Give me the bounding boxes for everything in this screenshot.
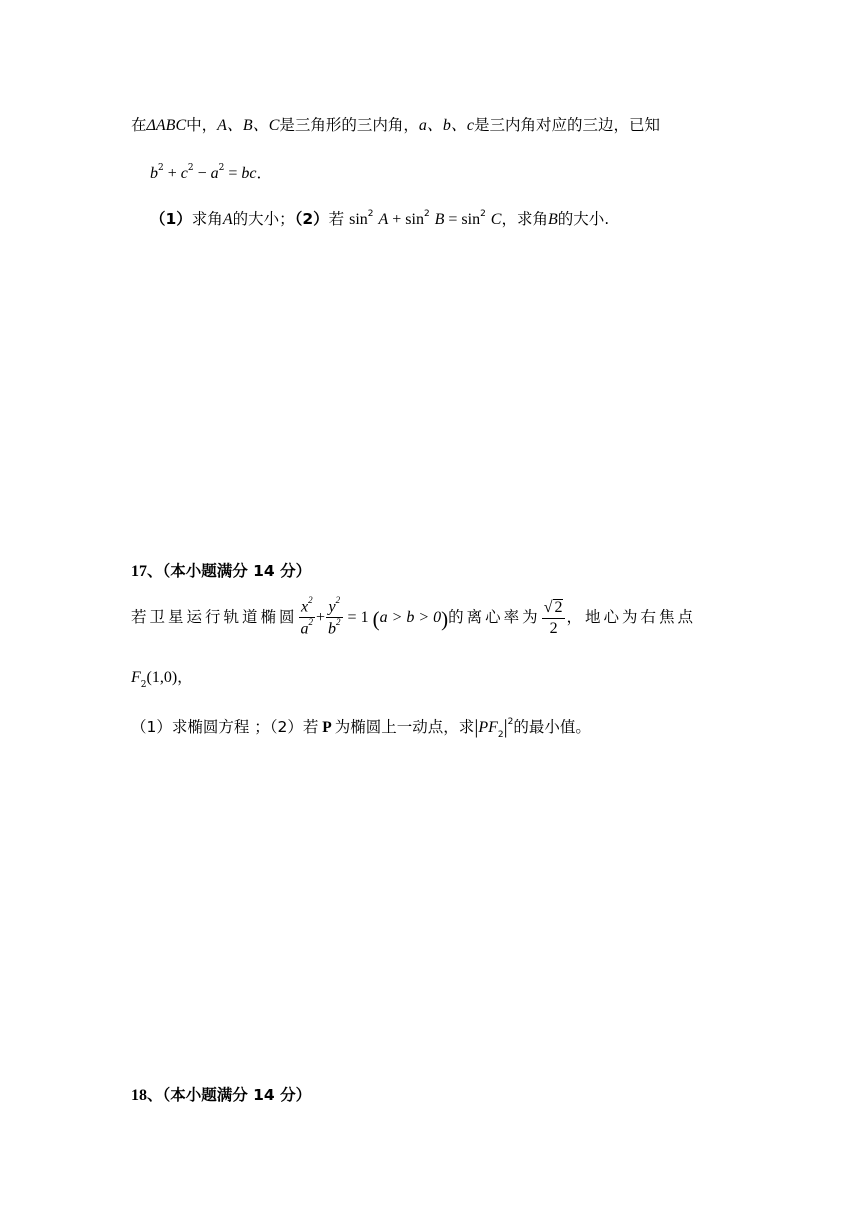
exponent: 2 — [308, 595, 313, 605]
text: ，求角 — [501, 210, 548, 229]
fraction-x2-a2 — [299, 595, 316, 638]
operator: + — [388, 211, 406, 229]
problem17-focus — [131, 670, 193, 689]
part-label: （1） — [150, 210, 192, 229]
var-PF: PF — [478, 719, 498, 736]
heading-text: 、（本小题满分 14 分） — [147, 562, 312, 580]
equals-one: = 1 — [343, 608, 373, 626]
text: 若卫星运行轨道椭圆 — [131, 608, 298, 627]
fraction-sqrt2-2: $\frac{√ 2}{2}$ — [542, 599, 566, 637]
exponent: 2 — [367, 209, 374, 219]
problem16-parts — [150, 209, 610, 229]
exponent: 2 — [336, 617, 341, 628]
var-F: F — [131, 669, 141, 686]
radicand: 2 — [554, 598, 563, 616]
exponent: 2 — [218, 163, 225, 173]
operator: − — [193, 165, 211, 183]
operator: = — [224, 165, 242, 183]
var-A: A — [222, 211, 233, 229]
part-label: （2） — [294, 210, 329, 229]
problem-number: 18 — [131, 1087, 147, 1104]
var-c: c — [180, 165, 188, 183]
text: 的大小； — [232, 210, 295, 229]
text: 求角 — [191, 210, 223, 229]
var-B: B — [547, 211, 558, 229]
var-bc: bc — [241, 165, 257, 183]
var-b: b — [150, 165, 158, 183]
var-a: a — [210, 165, 219, 183]
sin: sin — [405, 211, 424, 229]
problem17-heading — [131, 564, 311, 580]
condition: a > b > 0 — [379, 608, 442, 626]
problem16-condition — [150, 163, 273, 183]
abs-bar: | — [503, 716, 508, 738]
fraction-y2-b2 — [326, 595, 343, 638]
exponent: 2 — [335, 595, 341, 605]
problem17-parts — [131, 716, 591, 739]
text: 为椭圆上一动点，求 — [334, 718, 475, 736]
text: ，地心为右焦点 — [566, 608, 696, 627]
abs-bar: | — [474, 716, 479, 738]
side-variables: a、b、c — [418, 117, 474, 134]
text: 在 — [131, 116, 147, 134]
problem16-statement — [131, 118, 660, 134]
operator: = — [444, 211, 462, 229]
paren: ( — [372, 607, 380, 632]
var-B: B — [434, 211, 445, 229]
text: 的离心率为 — [448, 608, 541, 627]
sin: sin — [461, 211, 481, 229]
point-P: P — [318, 719, 335, 736]
heading-text: 、（本小题满分 14 分） — [147, 1086, 312, 1104]
frac-den: a — [300, 620, 309, 638]
var-A: A — [378, 211, 389, 229]
part1-text: （1）求椭圆方程 ； — [131, 718, 270, 736]
subscript: 2 — [140, 680, 147, 691]
text: 若 — [328, 210, 345, 229]
exponent: 2 — [308, 617, 314, 628]
text: 中， — [186, 116, 218, 134]
text: 是三内角对应的三边，已知 — [474, 116, 661, 134]
paren: ) — [441, 607, 449, 632]
operator: + — [163, 165, 181, 183]
exponent: 2 — [158, 163, 164, 173]
angle-variables: A、B、C — [217, 117, 280, 134]
problem-number: 17 — [131, 563, 147, 580]
text: ． — [256, 164, 273, 183]
operator: + — [316, 608, 326, 626]
frac-num: x — [300, 598, 309, 616]
text: 的最小值。 — [513, 718, 591, 736]
subscript: 2 — [497, 730, 504, 741]
exponent: 2 — [187, 163, 194, 173]
frac-den: 2 — [549, 619, 558, 637]
frac-num: y — [328, 598, 336, 616]
text: 的大小. — [557, 210, 610, 229]
problem18-heading — [131, 1088, 311, 1104]
text: ， — [177, 668, 193, 686]
text: 是三角形的三内角， — [279, 116, 419, 134]
exponent: 2 — [480, 209, 486, 219]
text: （2）若 — [269, 718, 319, 736]
frac-den: b — [328, 620, 337, 638]
problem17-statement — [131, 595, 696, 638]
coordinates: (1,0) — [146, 669, 178, 686]
exponent: 2 — [423, 209, 430, 219]
sin: sin — [349, 211, 368, 229]
triangle-symbol: ΔABC — [146, 117, 187, 134]
var-C: C — [490, 211, 502, 229]
exponent: 2 — [507, 716, 514, 727]
